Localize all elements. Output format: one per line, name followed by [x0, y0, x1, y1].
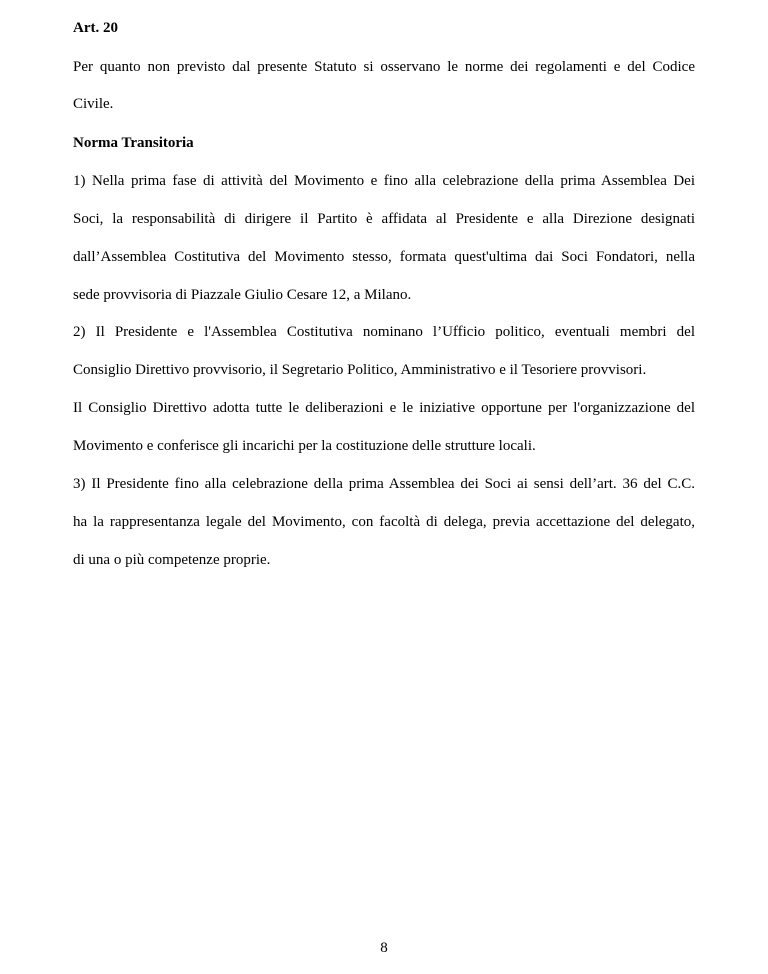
norma-transitoria-heading: Norma Transitoria [73, 135, 194, 151]
norma-text-line: 3) Il Presidente fino alla celebrazione della prima Assemblea dei Soci ai sensi dell’art. 36 del C.C. [73, 476, 695, 492]
norma-text-line: Consiglio Direttivo provvisorio, il Segretario Politico, Amministrativo e il Tesoriere provvisori. [73, 362, 647, 378]
norma-text-line: Il Consiglio Direttivo adotta tutte le deliberazioni e le iniziative opportune per l'organizzazione del [73, 400, 695, 416]
art-20-heading: Art. 20 [73, 20, 118, 36]
norma-text-line: Soci, la responsabilità di dirigere il Partito è affidata al Presidente e alla Direzione designati [73, 211, 695, 227]
document-page [73, 0, 695, 974]
norma-text-line: Movimento e conferisce gli incarichi per la costituzione delle strutture locali. [73, 438, 536, 454]
art-20-text-line: Per quanto non previsto dal presente Statuto si osservano le norme dei regolamenti e del Codice [73, 59, 695, 75]
art-20-text-line: Civile. [73, 96, 114, 112]
norma-text-line: dall’Assemblea Costitutiva del Movimento stesso, formata quest'ultima dai Soci Fondatori, nella [73, 249, 695, 265]
norma-text-line: 2) Il Presidente e l'Assemblea Costitutiva nominano l’Ufficio politico, eventuali membri del [73, 324, 695, 340]
norma-text-line: sede provvisoria di Piazzale Giulio Cesare 12, a Milano. [73, 287, 412, 303]
page-number: 8 [380, 940, 388, 956]
norma-text-line: di una o più competenze proprie. [73, 552, 271, 568]
norma-text-line: ha la rappresentanza legale del Movimento, con facoltà di delega, previa accettazione del delegato, [73, 514, 695, 530]
norma-text-line: 1) Nella prima fase di attività del Movimento e fino alla celebrazione della prima Assemblea Dei [73, 173, 695, 189]
